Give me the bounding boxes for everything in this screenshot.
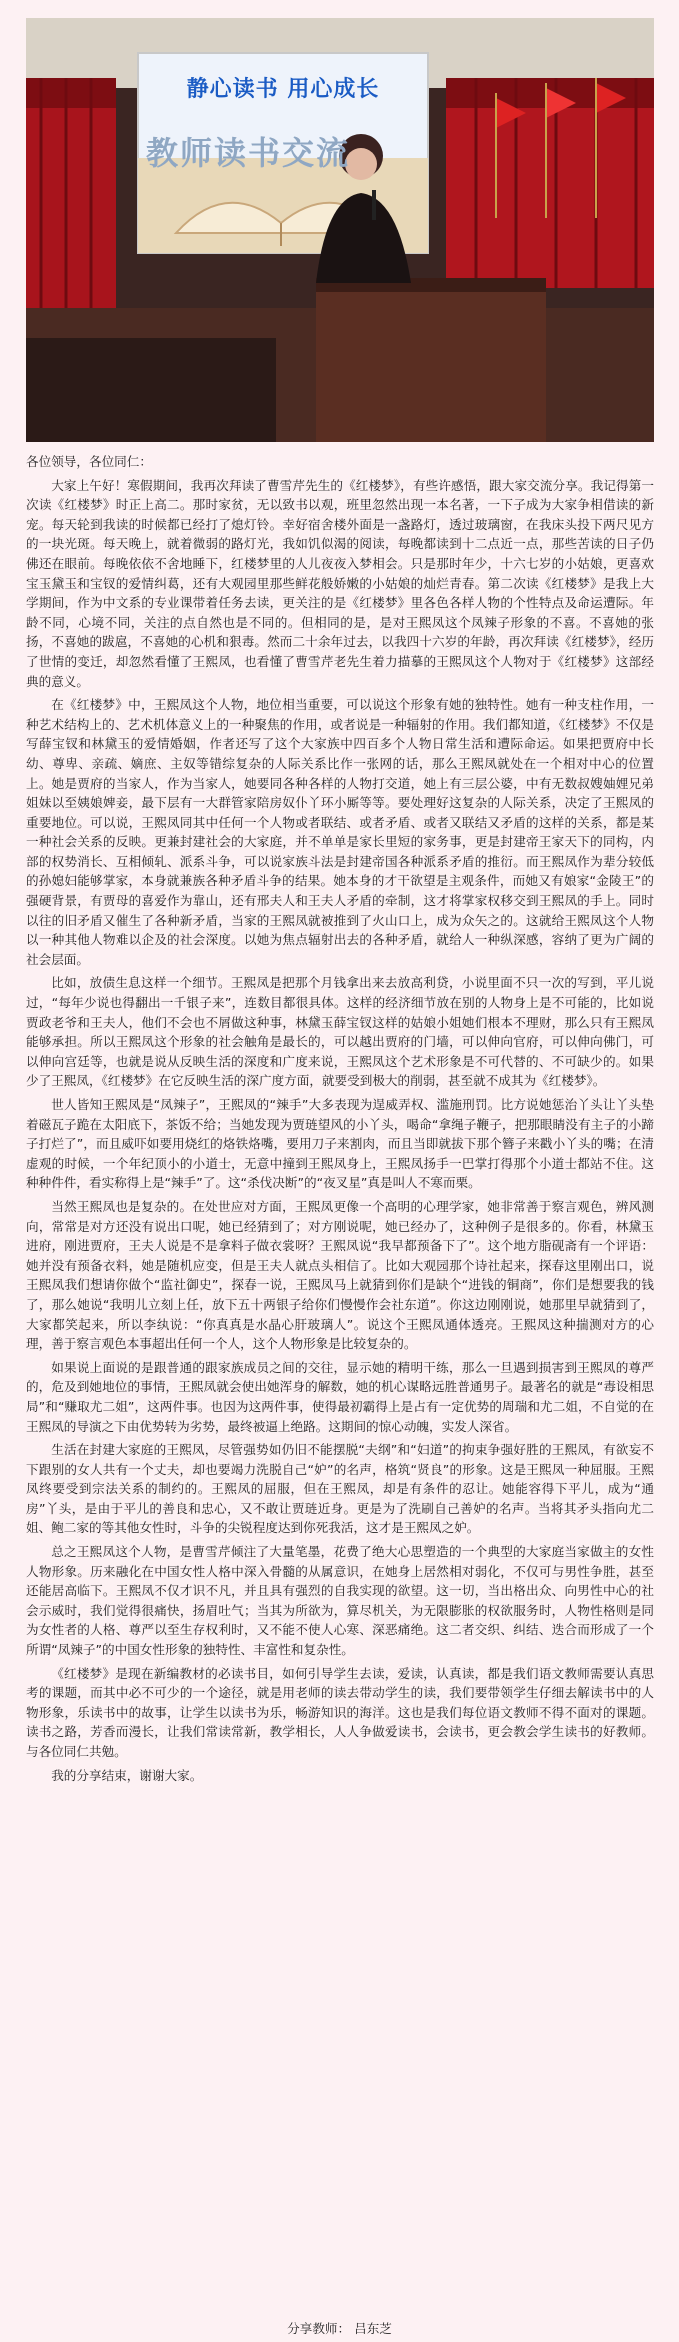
paragraph: 生活在封建大家庭的王熙凤，尽管强势如仍旧不能摆脱“夫纲”和“妇道”的拘束争强好胜的王熙凤，有欲妄不下跟别的女人共有一个丈夫，却也要竭力洗脱自己“妒”的名声，格筑“贤良”的形象。这是王熙凤一种屈服。王熙凤终要受到宗法关系的制约的。王熙凤的屈服，但在王熙凤，却是有条件的忍让。她能容得下平儿，成为“通房”丫头，是由于平儿的善良和忠心，又不敢让贾琏近身。更是为了洗刷自己善妒的名声。当将其矛头指向尤二姐、鲍二家的等其他女性时，斗争的尖锐程度达到你死我活，这才是王熙凤之妒。 xyxy=(26,1442,654,1536)
article-body xyxy=(26,452,654,1789)
paragraph: 大家上午好！寒假期间，我再次拜读了曹雪芹先生的《红楼梦》，有些许感悟，跟大家交流分享。我记得第一次读《红楼梦》时正上高二。那时家贫，无以致书以观，班里忽然出现一本名著，一下子成为大家争相借读的新宠。每天轮到我读的时候都已经打了熄灯铃。幸好宿舍楼外面是一盏路灯，透过玻璃窗，在我床头投下两尺见方的一块光斑。每天晚上，就着微弱的路灯光，我如饥似渴的阅读，每晚都读到十二点近一点，那些苦读的日子仍佛还在眼前。每晚依依不舍地睡下，红楼梦里的人儿夜夜入梦相会。只是那时年少，十六七岁的小姑娘，更喜欢宝玉黛玉和宝钗的爱情纠葛，还有大观园里那些鲜花般娇嫩的小姑娘的灿烂青春。第二次读《红楼梦》是我上大学期间，作为中文系的专业课带着任务去读，更关注的是《红楼梦》里各色各样人物的个性特点及命运遭际。年龄不同，心境不同，关注的点自然也是不同的。但相同的是，是对王熙凤这个凤辣子形象的不喜。不喜她的张扬，不喜她的跋扈，不喜她的心机和狠毒。然而二十余年过去，以我四十六岁的年龄，再次拜读《红楼梦》，经历了世情的变迁，却忽然看懂了王熙凤，也看懂了曹雪芹老先生着力描摹的王熙凤这个人物对于《红楼梦》这部经典的意义。 xyxy=(26,477,654,689)
greeting: 各位领导，各位同仁： xyxy=(26,454,152,469)
paragraph: 比如，放债生息这样一个细节。王熙凤是把那个月钱拿出来去放高利贷，小说里面不只一次的写到，平儿说过，“每年少说也得翻出一千银子来”，连数目都很具体。这样的经济细节放在别的人物身上是不可能的，比如说贾政老爷和王夫人，他们不会也不屑做这种事，林黛玉薛宝钗这样的姑娘小姐她们根本不理财，那么只有王熙凤能够承担。所以王熙凤这个形象的社会触角是最长的，可以越出贾府的门墙，可以伸向官府，可以伸向佛门，可以伸向宫廷等，也就是说从反映生活的深度和广度来说，王熙凤这个艺术形象是不可代替的、不可缺少的。如果少了王熙凤，《红楼梦》在它反映生活的深广度方面，就要受到极大的削弱，甚至就不成其为《红楼梦》。 xyxy=(26,975,654,1089)
signature-label: 分享教师： xyxy=(287,2321,351,2336)
paragraph: 总之王熙凤这个人物，是曹雪芹倾注了大量笔墨，花费了绝大心思塑造的一个典型的大家庭当家做主的女性人物形象。历来融化在中国女性人格中深入骨髓的从属意识，在她身上居然相对弱化，不仅可与男性争胜，甚至还能居高临下。王熙凤不仅才识不凡，并且具有强烈的自我实现的欲望。这一切，当出格出众、向男性中心的社会示威时，我们觉得很痛快，扬眉吐气；当其为所欲为，算尽机关，为无限膨胀的权欲服务时，人物性格则是同为女性者的人格、尊严以至生存权利时，又不能不使人心寒、深恶痛绝。这二者交织、纠结、迭合而形成了一个所谓“凤辣子”的中国女性形象的独特性、丰富性和复杂性。 xyxy=(26,1544,654,1658)
screen-subtitle: 教师读书交流 xyxy=(146,134,351,172)
paragraph: 《红楼梦》是现在新编教材的必读书目，如何引导学生去读，爱读，认真读，都是我们语文教师需要认真思考的课题，而其中必不可少的一个途径，就是用老师的读去带动学生的读，我们要带领学生仔细去解读书中的人物形象，乐读书中的故事，让学生以读书为乐，畅游知识的海洋。这也是我们每位语文教师不得不面对的课题。读书之路，芳香而漫长，让我们常读常新，教学相长，人人争做爱读书，会读书，更会教会学生读书的好教师。与各位同仁共勉。 xyxy=(26,1665,654,1759)
paragraph: 世人皆知王熙凤是“凤辣子”，王熙凤的“辣手”大多表现为逞威弄权、滥施刑罚。比方说她惩治丫头让丫头垫着磁瓦子跪在太阳底下，茶饭不给；当她发现为贾琏望风的小丫头，喝命“拿绳子鞭子，把那眼睛没有主子的小蹄子打烂了”，而且威吓如要用烧红的烙铁烙嘴，要用刀子来割肉，而且当即就拔下那个簪子来戳小丫头的嘴；在清虚观的时候，一个年纪顶小的小道士，无意中撞到王熙凤身上，王熙凤扬手一巴掌打得那个小道士都站不住。这种种件件，看实称得上是“辣手”了。这“杀伐决断”的“夜叉星”真是叫人不寒而栗。 xyxy=(26,1097,654,1191)
closing-line: 我的分享结束，谢谢大家。 xyxy=(51,1767,203,1783)
signature xyxy=(0,2318,679,2337)
event-photo xyxy=(26,18,654,442)
paragraph: 如果说上面说的是跟普通的跟家族成员之间的交往，显示她的精明干练，那么一旦遇到损害到王熙凤的尊严的，危及到她地位的事情，王熙凤就会使出她浑身的解数，她的机心谋略远胜普通男子。最著名的就是“毒设相思局”和“赚取尤二姐”，这两件事。也因为这两件事，使得最初霸得上是占有一定优势的周瑞和尤二姐，不自觉的在王熙凤的导演之下由优势转为劣势，最终被逼上绝路。这期间的惊心动魄，实发人深省。 xyxy=(26,1359,654,1434)
signature-name: 吕东芝 xyxy=(354,2321,392,2336)
screen-title: 静心读书 用心成长 xyxy=(186,77,380,102)
paragraph: 在《红楼梦》中，王熙凤这个人物，地位相当重要，可以说这个形象有她的独特性。她有一种支柱作用，一种艺术结构上的、艺术机体意义上的一种聚焦的作用，或者说是一种辐射的作用。我们都知道，《红楼梦》不仅是写薛宝钗和林黛玉的爱情婚姻，作者还写了这个大家族中四百多个人物日常生活和遭际命运。如果把贾府中长幼、尊卑、亲疏、嫡庶、主奴等错综复杂的人际关系比作一张网的话，那么王熙凤就处在一个相对中心的位置上。她是贾府的当家人，作为当家人，她要同各种各样的人物打交道，她上有三层公婆，中有无数叔嫂妯娌兄弟姐妹以至姨娘婢妾，最下层有一大群管家陪房奴仆丫环小厮等等。要处理好这复杂的人际关系，决定了王熙凤的重要地位。可以说，王熙凤同其中任何一个人物或者联结、或者矛盾、或者又联结又矛盾的这样的关系，都是某一种社会关系的反映。更兼封建社会的大家庭，并不单单是家长里短的家务事，更是封建帝王家天下的同构，内部的权势消长、互相倾轧、派系斗争，可以说家族斗法是封建帝国各种派系矛盾的推衍。而王熙凤作为辈分较低的孙媳妇能够掌家，本身就兼族各种矛盾斗争的结果。她本身的才干欲望是主观条件，而她又有娘家“金陵王”的强硬背景，有贾母的喜爱作为靠山，还有邢夫人和王夫人矛盾的牵制，这才将掌家权移交到王熙凤的手上。同时以往的旧矛盾又催生了各种新矛盾，当家的王熙凤就被推到了火山口上，成为众矢之的。这就给王熙凤这个人物以一种其他人物难以企及的社会深度。以她为焦点辐射出去的各种矛盾，就给人一种纵深感，容纳了更为广阔的社会层面。 xyxy=(26,697,654,967)
paragraph: 当然王熙凤也是复杂的。在处世应对方面，王熙凤更像一个高明的心理学家，她非常善于察言观色，辨风测向，常常是对方还没有说出口呢，她已经猜到了；对方刚说呢，她已经办了，这种例子是很多的。你看，林黛玉进府，刚进贾府，王夫人说是不是拿料子做衣裳呀？王熙凤说“我早都预备下了”。这个地方脂砚斋有一个评语：她并没有预备衣料，她是随机应变，但是王夫人就点头相信了。比如大观园那个诗社起来，探春这里刚出口，说王熙凤我们想请你做个“监社御史”，探春一说，王熙凤马上就猜到你们是缺个“进钱的铜商”，你们是想要我的钱了，那么她说“我明儿立刻上任，放下五十两银子给你们慢慢作会社东道”。你这边刚刚说，她那里早就猜到了，大家都笑起来，所以李纨说：“你真真是水晶心肝玻璃人”。说这个王熙凤通体透亮。王熙凤这种揣测对方的心理，善于察言观色本事超出任何一个人，这个人物形象是比较复杂的。 xyxy=(26,1198,654,1352)
